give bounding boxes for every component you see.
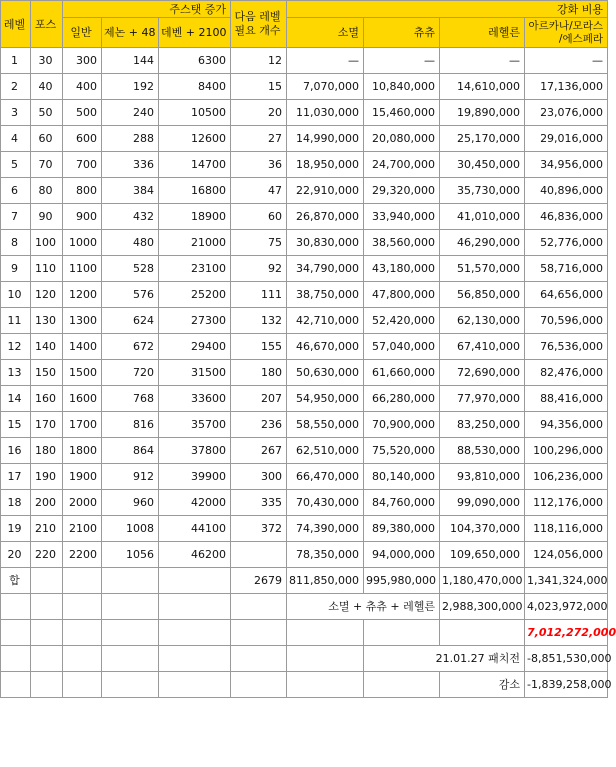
cell-arcana: 40,896,000 (525, 178, 608, 204)
cell-somyeol: 26,870,000 (287, 204, 364, 230)
cell-normal: 1100 (63, 256, 102, 282)
cell-level: 15 (1, 412, 31, 438)
totals-label: 합 (1, 568, 31, 594)
cell-lachelein: 104,370,000 (440, 516, 525, 542)
cell-somyeol: 66,470,000 (287, 464, 364, 490)
cell-xenon: 336 (102, 152, 159, 178)
table-row (1, 516, 608, 542)
cell-arcana: 23,076,000 (525, 100, 608, 126)
cell-arcana: 76,536,000 (525, 334, 608, 360)
table-row (1, 360, 608, 386)
cell-next: 27 (231, 126, 287, 152)
cell-level: 4 (1, 126, 31, 152)
cell-next: 75 (231, 230, 287, 256)
cell-next: 155 (231, 334, 287, 360)
table-row (1, 126, 608, 152)
cell-level: 16 (1, 438, 31, 464)
cell-chuchu: 57,040,000 (364, 334, 440, 360)
cell-demon: 29400 (159, 334, 231, 360)
cell-arcana: 124,056,000 (525, 542, 608, 568)
totals-chuchu: 995,980,000 (364, 568, 440, 594)
cell-xenon: 768 (102, 386, 159, 412)
cell-next: 12 (231, 48, 287, 74)
cell-arcana: 46,836,000 (525, 204, 608, 230)
cell-demon: 16800 (159, 178, 231, 204)
cell-normal: 1200 (63, 282, 102, 308)
cell-arcana: 17,136,000 (525, 74, 608, 100)
cell-arcana: 34,956,000 (525, 152, 608, 178)
cell-next: 236 (231, 412, 287, 438)
cell-arcana: 58,716,000 (525, 256, 608, 282)
cell-chuchu: 47,800,000 (364, 282, 440, 308)
cell-xenon: 432 (102, 204, 159, 230)
cell-xenon: 912 (102, 464, 159, 490)
header-lachelein: 레헬른 (440, 18, 525, 48)
header-stat-group: 주스탯 증가 (63, 1, 231, 18)
cell-level: 8 (1, 230, 31, 256)
cell-normal: 1700 (63, 412, 102, 438)
header-force: 포스 (31, 1, 63, 48)
decrease-value: -1,839,258,000 (525, 672, 608, 698)
cell-lachelein: 51,570,000 (440, 256, 525, 282)
cell-demon: 39900 (159, 464, 231, 490)
cell-force: 40 (31, 74, 63, 100)
cell-arcana: — (525, 48, 608, 74)
decrease-label: 감소 (440, 672, 525, 698)
table-row (1, 412, 608, 438)
combo-value: 2,988,300,000 (440, 594, 525, 620)
cell-next: 335 (231, 490, 287, 516)
cell-chuchu: 33,940,000 (364, 204, 440, 230)
cell-somyeol: 50,630,000 (287, 360, 364, 386)
cell-normal: 900 (63, 204, 102, 230)
totals-next: 2679 (231, 568, 287, 594)
cell-level: 10 (1, 282, 31, 308)
cell-force: 130 (31, 308, 63, 334)
table-row (1, 438, 608, 464)
cell-arcana: 52,776,000 (525, 230, 608, 256)
cell-demon: 18900 (159, 204, 231, 230)
table-row (1, 230, 608, 256)
table-row (1, 490, 608, 516)
cell-normal: 2200 (63, 542, 102, 568)
cell-lachelein: — (440, 48, 525, 74)
cell-level: 19 (1, 516, 31, 542)
cell-arcana: 112,176,000 (525, 490, 608, 516)
cell-demon: 6300 (159, 48, 231, 74)
cell-lachelein: 72,690,000 (440, 360, 525, 386)
header-demon: 데벤 + 2100 (159, 18, 231, 48)
table-row (1, 308, 608, 334)
cell-xenon: 1056 (102, 542, 159, 568)
cell-next: 111 (231, 282, 287, 308)
table-row (1, 178, 608, 204)
cell-lachelein: 62,130,000 (440, 308, 525, 334)
cell-next (231, 542, 287, 568)
cell-next: 372 (231, 516, 287, 542)
cell-demon: 10500 (159, 100, 231, 126)
cell-normal: 1300 (63, 308, 102, 334)
cell-force: 190 (31, 464, 63, 490)
cell-level: 9 (1, 256, 31, 282)
cell-chuchu: 52,420,000 (364, 308, 440, 334)
cell-normal: 1000 (63, 230, 102, 256)
cell-chuchu: 61,660,000 (364, 360, 440, 386)
cell-chuchu: 24,700,000 (364, 152, 440, 178)
cell-somyeol: 7,070,000 (287, 74, 364, 100)
cell-arcana: 29,016,000 (525, 126, 608, 152)
combo-arcana: 4,023,972,000 (525, 594, 608, 620)
cell-demon: 12600 (159, 126, 231, 152)
cell-somyeol: 74,390,000 (287, 516, 364, 542)
cell-demon: 27300 (159, 308, 231, 334)
cell-chuchu: 80,140,000 (364, 464, 440, 490)
cell-force: 100 (31, 230, 63, 256)
cell-xenon: 624 (102, 308, 159, 334)
cell-somyeol: 70,430,000 (287, 490, 364, 516)
cell-demon: 8400 (159, 74, 231, 100)
cell-chuchu: — (364, 48, 440, 74)
cell-chuchu: 10,840,000 (364, 74, 440, 100)
cell-demon: 37800 (159, 438, 231, 464)
totals-row (1, 568, 608, 594)
summary-body (1, 568, 616, 698)
header-arcana: 아르카나/모라스 /에스페라 (525, 18, 608, 48)
cell-chuchu: 29,320,000 (364, 178, 440, 204)
cell-next: 92 (231, 256, 287, 282)
cell-demon: 25200 (159, 282, 231, 308)
cell-demon: 23100 (159, 256, 231, 282)
grand-total-value: 7,012,272,000 (525, 620, 608, 646)
cell-normal: 1500 (63, 360, 102, 386)
cell-xenon: 672 (102, 334, 159, 360)
cell-normal: 400 (63, 74, 102, 100)
cell-force: 180 (31, 438, 63, 464)
cell-lachelein: 41,010,000 (440, 204, 525, 230)
table-row (1, 204, 608, 230)
cell-somyeol: — (287, 48, 364, 74)
cell-xenon: 720 (102, 360, 159, 386)
table-row (1, 48, 608, 74)
cell-demon: 46200 (159, 542, 231, 568)
cell-arcana: 64,656,000 (525, 282, 608, 308)
cell-xenon: 528 (102, 256, 159, 282)
cell-chuchu: 20,080,000 (364, 126, 440, 152)
cell-somyeol: 30,830,000 (287, 230, 364, 256)
table-row (1, 100, 608, 126)
cell-level: 12 (1, 334, 31, 360)
cell-level: 18 (1, 490, 31, 516)
cell-lachelein: 99,090,000 (440, 490, 525, 516)
cell-next: 20 (231, 100, 287, 126)
cell-chuchu: 38,560,000 (364, 230, 440, 256)
header-somyeol: 소멸 (287, 18, 364, 48)
grand-total-row (1, 620, 608, 646)
cell-normal: 800 (63, 178, 102, 204)
cell-xenon: 480 (102, 230, 159, 256)
cell-normal: 500 (63, 100, 102, 126)
cell-xenon: 1008 (102, 516, 159, 542)
cell-demon: 21000 (159, 230, 231, 256)
cell-force: 140 (31, 334, 63, 360)
cell-level: 2 (1, 74, 31, 100)
cell-somyeol: 34,790,000 (287, 256, 364, 282)
cell-force: 220 (31, 542, 63, 568)
cell-somyeol: 18,950,000 (287, 152, 364, 178)
decrease-row (1, 672, 608, 698)
cell-somyeol: 58,550,000 (287, 412, 364, 438)
cell-normal: 1600 (63, 386, 102, 412)
cell-next: 60 (231, 204, 287, 230)
cell-arcana: 94,356,000 (525, 412, 608, 438)
table-row (1, 542, 608, 568)
cell-xenon: 816 (102, 412, 159, 438)
cell-normal: 300 (63, 48, 102, 74)
cell-lachelein: 25,170,000 (440, 126, 525, 152)
cell-level: 1 (1, 48, 31, 74)
cell-next: 207 (231, 386, 287, 412)
header-xenon: 제논 + 48 (102, 18, 159, 48)
header-chuchu: 츄츄 (364, 18, 440, 48)
cell-next: 15 (231, 74, 287, 100)
cell-level: 11 (1, 308, 31, 334)
patch-row (1, 646, 608, 672)
cell-xenon: 192 (102, 74, 159, 100)
totals-arcana: 1,341,324,000 (525, 568, 608, 594)
cell-chuchu: 43,180,000 (364, 256, 440, 282)
cell-arcana: 82,476,000 (525, 360, 608, 386)
cell-force: 200 (31, 490, 63, 516)
cell-chuchu: 94,000,000 (364, 542, 440, 568)
cell-demon: 35700 (159, 412, 231, 438)
header-cost-group: 강화 비용 (287, 1, 608, 18)
cell-chuchu: 89,380,000 (364, 516, 440, 542)
cell-lachelein: 93,810,000 (440, 464, 525, 490)
cell-level: 7 (1, 204, 31, 230)
cell-force: 120 (31, 282, 63, 308)
cell-normal: 1900 (63, 464, 102, 490)
cell-somyeol: 38,750,000 (287, 282, 364, 308)
cell-level: 13 (1, 360, 31, 386)
cell-xenon: 384 (102, 178, 159, 204)
cell-normal: 600 (63, 126, 102, 152)
cell-xenon: 144 (102, 48, 159, 74)
cell-next: 132 (231, 308, 287, 334)
cell-force: 90 (31, 204, 63, 230)
cell-force: 170 (31, 412, 63, 438)
cell-force: 150 (31, 360, 63, 386)
cell-level: 20 (1, 542, 31, 568)
combo-label: 소멸 + 츄츄 + 레헬른 (287, 594, 440, 620)
cell-lachelein: 46,290,000 (440, 230, 525, 256)
cell-arcana: 118,116,000 (525, 516, 608, 542)
cell-chuchu: 15,460,000 (364, 100, 440, 126)
cell-lachelein: 77,970,000 (440, 386, 525, 412)
cell-force: 110 (31, 256, 63, 282)
cell-demon: 44100 (159, 516, 231, 542)
cell-xenon: 864 (102, 438, 159, 464)
cell-somyeol: 78,350,000 (287, 542, 364, 568)
cell-next: 180 (231, 360, 287, 386)
cell-somyeol: 54,950,000 (287, 386, 364, 412)
cell-chuchu: 75,520,000 (364, 438, 440, 464)
cell-somyeol: 14,990,000 (287, 126, 364, 152)
cell-normal: 1400 (63, 334, 102, 360)
table-row (1, 256, 608, 282)
cell-force: 210 (31, 516, 63, 542)
cell-xenon: 288 (102, 126, 159, 152)
cell-demon: 33600 (159, 386, 231, 412)
cell-force: 80 (31, 178, 63, 204)
cell-lachelein: 56,850,000 (440, 282, 525, 308)
cell-force: 70 (31, 152, 63, 178)
cell-level: 6 (1, 178, 31, 204)
cell-chuchu: 66,280,000 (364, 386, 440, 412)
cell-somyeol: 62,510,000 (287, 438, 364, 464)
table-row (1, 386, 608, 412)
cell-arcana: 70,596,000 (525, 308, 608, 334)
cell-normal: 2000 (63, 490, 102, 516)
cell-lachelein: 30,450,000 (440, 152, 525, 178)
header-row-1 (1, 1, 608, 18)
cell-normal: 2100 (63, 516, 102, 542)
cell-force: 60 (31, 126, 63, 152)
header-row-2 (1, 18, 608, 48)
table-row (1, 282, 608, 308)
table-row (1, 334, 608, 360)
cell-arcana: 88,416,000 (525, 386, 608, 412)
table-row (1, 152, 608, 178)
patch-value: -8,851,530,000 (525, 646, 608, 672)
cell-next: 267 (231, 438, 287, 464)
cell-somyeol: 11,030,000 (287, 100, 364, 126)
cell-normal: 1800 (63, 438, 102, 464)
cell-somyeol: 42,710,000 (287, 308, 364, 334)
table-body (1, 48, 608, 568)
cell-lachelein: 88,530,000 (440, 438, 525, 464)
cell-somyeol: 46,670,000 (287, 334, 364, 360)
cell-chuchu: 84,760,000 (364, 490, 440, 516)
cell-force: 30 (31, 48, 63, 74)
table-row (1, 74, 608, 100)
totals-lachelein: 1,180,470,000 (440, 568, 525, 594)
cell-level: 17 (1, 464, 31, 490)
cell-force: 160 (31, 386, 63, 412)
cell-level: 14 (1, 386, 31, 412)
combo-row (1, 594, 608, 620)
patch-label: 21.01.27 패치전 (364, 646, 525, 672)
totals-somyeol: 811,850,000 (287, 568, 364, 594)
cell-demon: 31500 (159, 360, 231, 386)
cell-force: 50 (31, 100, 63, 126)
cell-arcana: 100,296,000 (525, 438, 608, 464)
header-next-count: 다음 레벨 필요 개수 (231, 1, 287, 48)
cell-somyeol: 22,910,000 (287, 178, 364, 204)
cell-normal: 700 (63, 152, 102, 178)
cell-level: 3 (1, 100, 31, 126)
cell-lachelein: 35,730,000 (440, 178, 525, 204)
table-row (1, 464, 608, 490)
cell-next: 47 (231, 178, 287, 204)
cell-next: 36 (231, 152, 287, 178)
cell-chuchu: 70,900,000 (364, 412, 440, 438)
cell-lachelein: 67,410,000 (440, 334, 525, 360)
cell-arcana: 106,236,000 (525, 464, 608, 490)
cell-level: 5 (1, 152, 31, 178)
cell-next: 300 (231, 464, 287, 490)
cell-lachelein: 19,890,000 (440, 100, 525, 126)
cell-lachelein: 14,610,000 (440, 74, 525, 100)
cell-demon: 14700 (159, 152, 231, 178)
header-normal: 일반 (63, 18, 102, 48)
header-level: 레벨 (1, 1, 31, 48)
cell-lachelein: 109,650,000 (440, 542, 525, 568)
cell-demon: 42000 (159, 490, 231, 516)
cell-xenon: 960 (102, 490, 159, 516)
cell-xenon: 240 (102, 100, 159, 126)
cell-lachelein: 83,250,000 (440, 412, 525, 438)
cell-xenon: 576 (102, 282, 159, 308)
